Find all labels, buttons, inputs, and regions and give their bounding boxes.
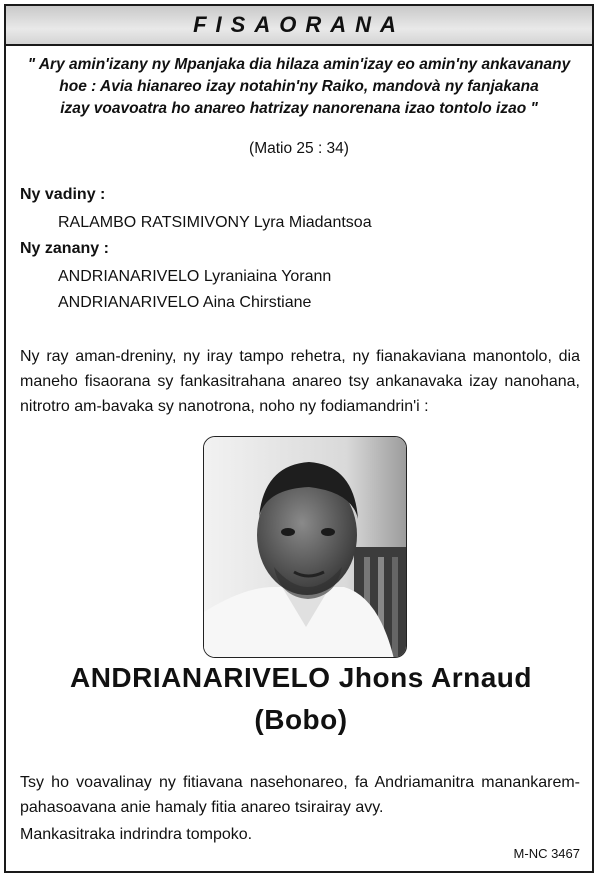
closing-paragraph: Tsy ho voavalinay ny fitiavana nasehonareo, fa Andriamanitra manankarem-pahasoavana anie hamaly fitia anareo tsirairay avy. bbox=[20, 774, 580, 816]
bible-verse bbox=[18, 54, 580, 120]
children-label: Ny zanany : bbox=[20, 240, 109, 257]
verse-reference: (Matio 25 : 34) bbox=[249, 140, 349, 157]
spouse-label: Ny vadiny : bbox=[20, 186, 106, 203]
notice-header bbox=[6, 6, 592, 46]
verse-line: izay voavoatra ho anareo hatrizay nanorenana izao tontolo izao " bbox=[60, 100, 538, 117]
notice-frame bbox=[4, 4, 594, 873]
thanks-line: Mankasitraka indrindra tompoko. bbox=[20, 826, 253, 843]
notice-title: FISAORANA bbox=[193, 12, 405, 37]
verse-line: " Ary amin'izany ny Mpanjaka dia hilaza amin'izay eo amin'ny ankavanany bbox=[27, 56, 571, 73]
verse-line: hoe : Avia hianareo izay notahin'ny Raiko, mandovà ny fanjakana bbox=[59, 78, 539, 95]
child-name: ANDRIANARIVELO Lyraniaina Yorann bbox=[58, 268, 332, 285]
intro-paragraph: Ny ray aman-dreniny, ny iray tampo rehetra, ny fianakaviana manontolo, dia maneho fisaorana sy fankasitrahana anareo tsy ankanavaka izay nanohana, nitrotro am-bavaka sy nanotrona, noho ny fodiamandrin'i : bbox=[20, 348, 580, 415]
spouse-name: RALAMBO RATSIMIVONY Lyra Miadantsoa bbox=[58, 214, 372, 231]
deceased-photo bbox=[203, 436, 407, 658]
child-name: ANDRIANARIVELO Aina Chirstiane bbox=[58, 294, 312, 311]
portrait-image bbox=[204, 437, 407, 658]
deceased-nickname: (Bobo) bbox=[254, 704, 348, 735]
ad-reference: M-NC 3467 bbox=[513, 846, 580, 861]
deceased-name: ANDRIANARIVELO Jhons Arnaud bbox=[69, 662, 533, 693]
